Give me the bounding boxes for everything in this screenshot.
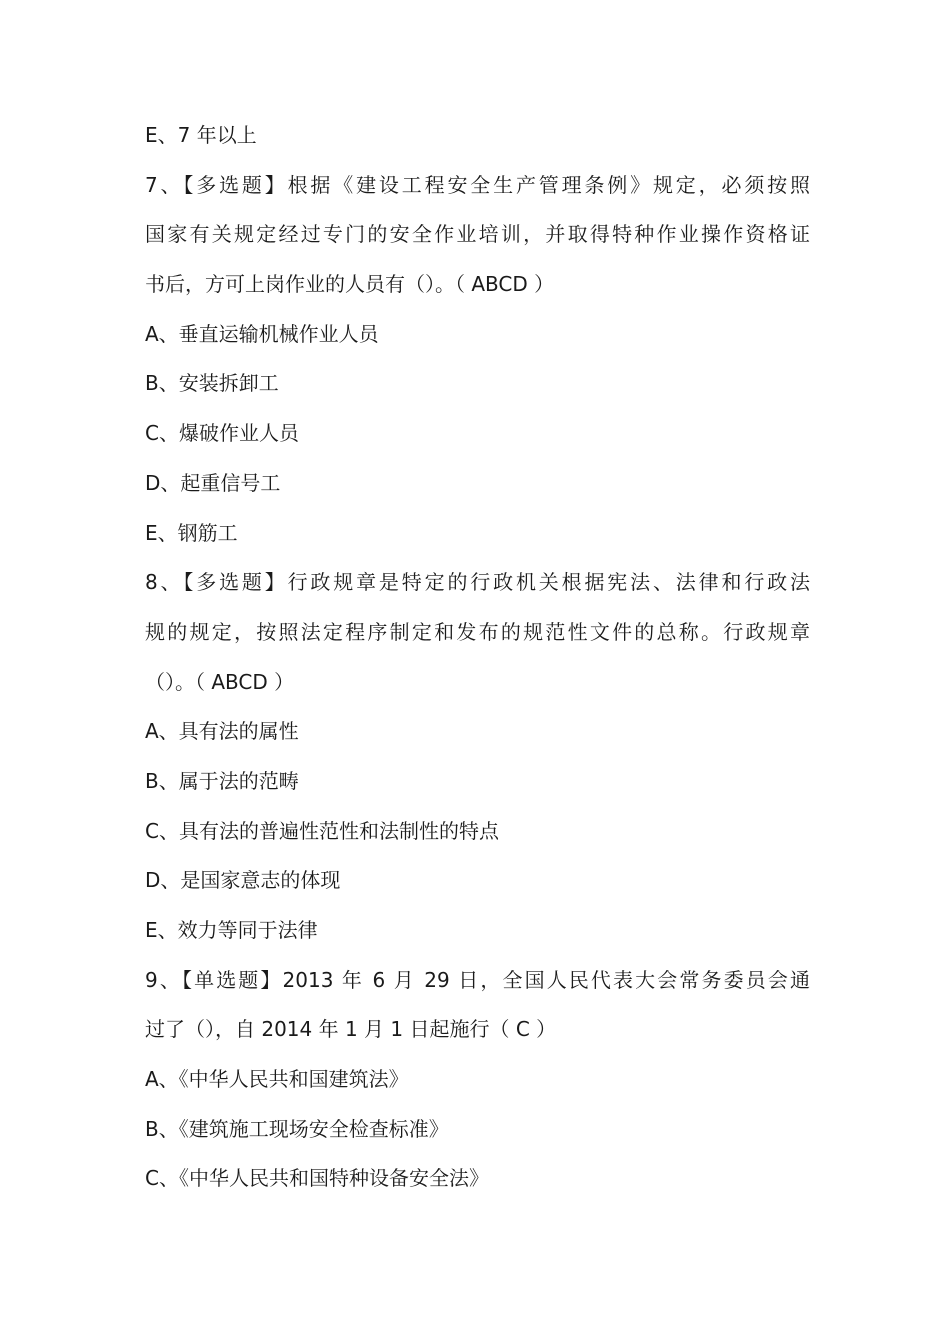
question-9-line-2: 过了（），自 2014 年 1 月 1 日起施行（ C ） [145,1017,557,1042]
option-e-q7: E、钢筋工 [145,520,238,545]
option-d-q7: D、起重信号工 [145,470,281,495]
option-c-q9: C、《中华人民共和国特种设备安全法》 [145,1166,489,1191]
option-e-q8: E、效力等同于法律 [145,918,318,942]
question-8-line-3: （）。（ ABCD ） [145,669,295,694]
option-b-q9: B、《建筑施工现场安全检查标准》 [145,1116,449,1141]
option-a-q8: A、具有法的属性 [145,719,299,744]
option-c-q8: C、具有法的普遍性范性和法制性的特点 [145,818,499,843]
question-9-line-1: 9、【单选题】2013 年 6 月 29 日，全国人民代表大会常务委员会通 [145,967,810,992]
question-7-line-3: 书后，方可上岗作业的人员有（）。（ ABCD ） [145,272,555,297]
option-e-q6: E、7 年以上 [145,123,257,147]
option-b-q7: B、安装拆卸工 [145,371,279,396]
option-b-q8: B、属于法的范畴 [145,768,299,793]
document-body [145,111,810,1204]
question-8-line-2: 规的规定，按照法定程序制定和发布的规范性文件的总称。行政规章 [145,619,810,644]
question-7-line-1: 7、【多选题】根据《建设工程安全生产管理条例》规定，必须按照 [145,172,810,197]
option-a-q7: A、垂直运输机械作业人员 [145,321,379,346]
question-7-line-2: 国家有关规定经过专门的安全作业培训，并取得特种作业操作资格证 [145,222,810,247]
question-8-line-1: 8、【多选题】行政规章是特定的行政机关根据宪法、法律和行政法 [145,570,810,595]
option-c-q7: C、爆破作业人员 [145,421,299,446]
option-a-q9: A、《中华人民共和国建筑法》 [145,1067,409,1092]
option-d-q8: D、是国家意志的体现 [145,868,341,893]
